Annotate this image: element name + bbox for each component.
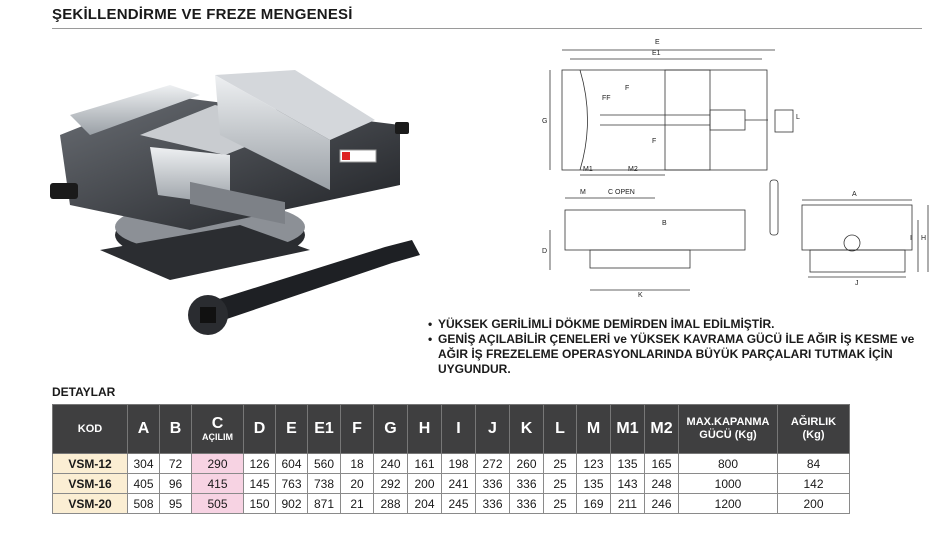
cell-force: 1200: [679, 494, 778, 514]
dim-label-F-bottom: F: [652, 138, 657, 145]
col-c-sublabel: AÇILIM: [202, 432, 233, 442]
cell-kod: VSM-20: [53, 494, 128, 514]
cell-kod: VSM-12: [53, 454, 128, 474]
dim-label-A: A: [852, 191, 857, 198]
feature-item: • GENİŞ AÇILABİLİR ÇENELERİ ve YÜKSEK KAVRAMA GÜCÜ İLE AĞIR İŞ KESME ve AĞIR İŞ FREZELEME OPERASYONLARINDA BÜYÜK PARÇALARI TUTMAK İÇİN UYGUNDUR.: [428, 332, 928, 377]
table-row: [53, 454, 850, 474]
cell-k: 336: [510, 494, 544, 514]
dim-label-K: K: [638, 292, 643, 299]
cell-l: 25: [544, 454, 577, 474]
cell-a: 508: [128, 494, 160, 514]
col-max-force-line2: GÜCÜ (Kg): [699, 429, 757, 441]
cell-i: 245: [442, 494, 476, 514]
cell-f: 20: [341, 474, 374, 494]
dim-label-G: G: [542, 118, 548, 125]
dim-label-H: H: [921, 235, 927, 242]
feature-text: YÜKSEK GERİLİMLİ DÖKME DEMİRDEN İMAL EDİLMİŞTİR.: [438, 317, 775, 331]
cell-kod: VSM-16: [53, 474, 128, 494]
dim-label-F-top: F: [625, 85, 630, 92]
dim-label-I: I: [910, 235, 912, 242]
cell-h: 200: [408, 474, 442, 494]
specifications-table: [52, 404, 850, 514]
col-a: A: [128, 405, 160, 454]
cell-a: 304: [128, 454, 160, 474]
cell-c: 290: [192, 454, 244, 474]
col-e1: E1: [308, 405, 341, 454]
cell-i: 198: [442, 454, 476, 474]
cell-g: 292: [374, 474, 408, 494]
cell-f: 18: [341, 454, 374, 474]
title-divider: [52, 28, 922, 29]
cell-j: 272: [476, 454, 510, 474]
col-h: H: [408, 405, 442, 454]
cell-g: 288: [374, 494, 408, 514]
cell-e1: 871: [308, 494, 341, 514]
dim-label-E1: E1: [652, 50, 661, 57]
cell-l: 25: [544, 474, 577, 494]
cell-l: 25: [544, 494, 577, 514]
cell-weight: 200: [778, 494, 850, 514]
cell-c: 505: [192, 494, 244, 514]
feature-item: • YÜKSEK GERİLİMLİ DÖKME DEMİRDEN İMAL EDİLMİŞTİR.: [428, 317, 775, 331]
dim-label-C-open: C OPEN: [608, 189, 635, 196]
cell-k: 260: [510, 454, 544, 474]
table-row: [53, 474, 850, 494]
cell-e1: 560: [308, 454, 341, 474]
dim-label-J: J: [855, 280, 859, 287]
cell-e1: 738: [308, 474, 341, 494]
cell-d: 126: [244, 454, 276, 474]
cell-h: 204: [408, 494, 442, 514]
cell-m2: 246: [645, 494, 679, 514]
cell-m: 169: [577, 494, 611, 514]
col-c-label: C: [211, 415, 224, 432]
col-kod: KOD: [53, 405, 128, 454]
col-e: E: [276, 405, 308, 454]
cell-d: 150: [244, 494, 276, 514]
page-title: ŞEKİLLENDİRME VE FREZE MENGENESİ: [52, 6, 353, 23]
col-m: M: [577, 405, 611, 454]
col-j: J: [476, 405, 510, 454]
dim-label-M2: M2: [628, 166, 638, 173]
cell-force: 800: [679, 454, 778, 474]
cell-e: 902: [276, 494, 308, 514]
technical-drawings: [540, 35, 930, 305]
cell-m1: 135: [611, 454, 645, 474]
col-g: G: [374, 405, 408, 454]
vise-product-image: [40, 55, 425, 345]
cell-m1: 143: [611, 474, 645, 494]
cell-i: 241: [442, 474, 476, 494]
cell-j: 336: [476, 494, 510, 514]
cell-c: 415: [192, 474, 244, 494]
dim-label-M: M: [580, 189, 586, 196]
col-l: L: [544, 405, 577, 454]
col-weight-line2: (Kg): [802, 429, 825, 441]
col-m1: M1: [611, 405, 645, 454]
dim-label-FF: FF: [602, 95, 611, 102]
cell-h: 161: [408, 454, 442, 474]
cell-e: 763: [276, 474, 308, 494]
cell-d: 145: [244, 474, 276, 494]
cell-m2: 165: [645, 454, 679, 474]
dim-label-D: D: [542, 248, 548, 255]
feature-list: [428, 317, 928, 377]
cell-m1: 211: [611, 494, 645, 514]
cell-g: 240: [374, 454, 408, 474]
dim-label-L: L: [796, 114, 800, 121]
col-k: K: [510, 405, 544, 454]
col-c: [192, 405, 244, 454]
table-row: [53, 494, 850, 514]
cell-weight: 142: [778, 474, 850, 494]
dim-label-E: E: [655, 39, 660, 46]
cell-e: 604: [276, 454, 308, 474]
table-header-row: [53, 405, 850, 454]
col-max-force: [679, 405, 778, 454]
cell-m: 135: [577, 474, 611, 494]
cell-k: 336: [510, 474, 544, 494]
cell-a: 405: [128, 474, 160, 494]
cell-j: 336: [476, 474, 510, 494]
col-max-force-line1: MAX.KAPANMA: [686, 416, 770, 428]
cell-b: 95: [160, 494, 192, 514]
col-f: F: [341, 405, 374, 454]
cell-f: 21: [341, 494, 374, 514]
cell-b: 72: [160, 454, 192, 474]
cell-m: 123: [577, 454, 611, 474]
cell-b: 96: [160, 474, 192, 494]
cell-weight: 84: [778, 454, 850, 474]
details-heading: DETAYLAR: [52, 385, 116, 399]
col-d: D: [244, 405, 276, 454]
dim-label-B: B: [662, 220, 667, 227]
cell-m2: 248: [645, 474, 679, 494]
col-weight: [778, 405, 850, 454]
col-b: B: [160, 405, 192, 454]
col-m2: M2: [645, 405, 679, 454]
col-weight-line1: AĞIRLIK: [790, 416, 837, 428]
col-i: I: [442, 405, 476, 454]
feature-text: GENİŞ AÇILABİLİR ÇENELERİ ve YÜKSEK KAVRAMA GÜCÜ İLE AĞIR İŞ KESME ve AĞIR İŞ FREZELEME OPERASYONLARINDA BÜYÜK PARÇALARI TUTMAK İÇİN UYGUNDUR.: [438, 332, 915, 376]
dim-label-M1: M1: [583, 166, 593, 173]
cell-force: 1000: [679, 474, 778, 494]
